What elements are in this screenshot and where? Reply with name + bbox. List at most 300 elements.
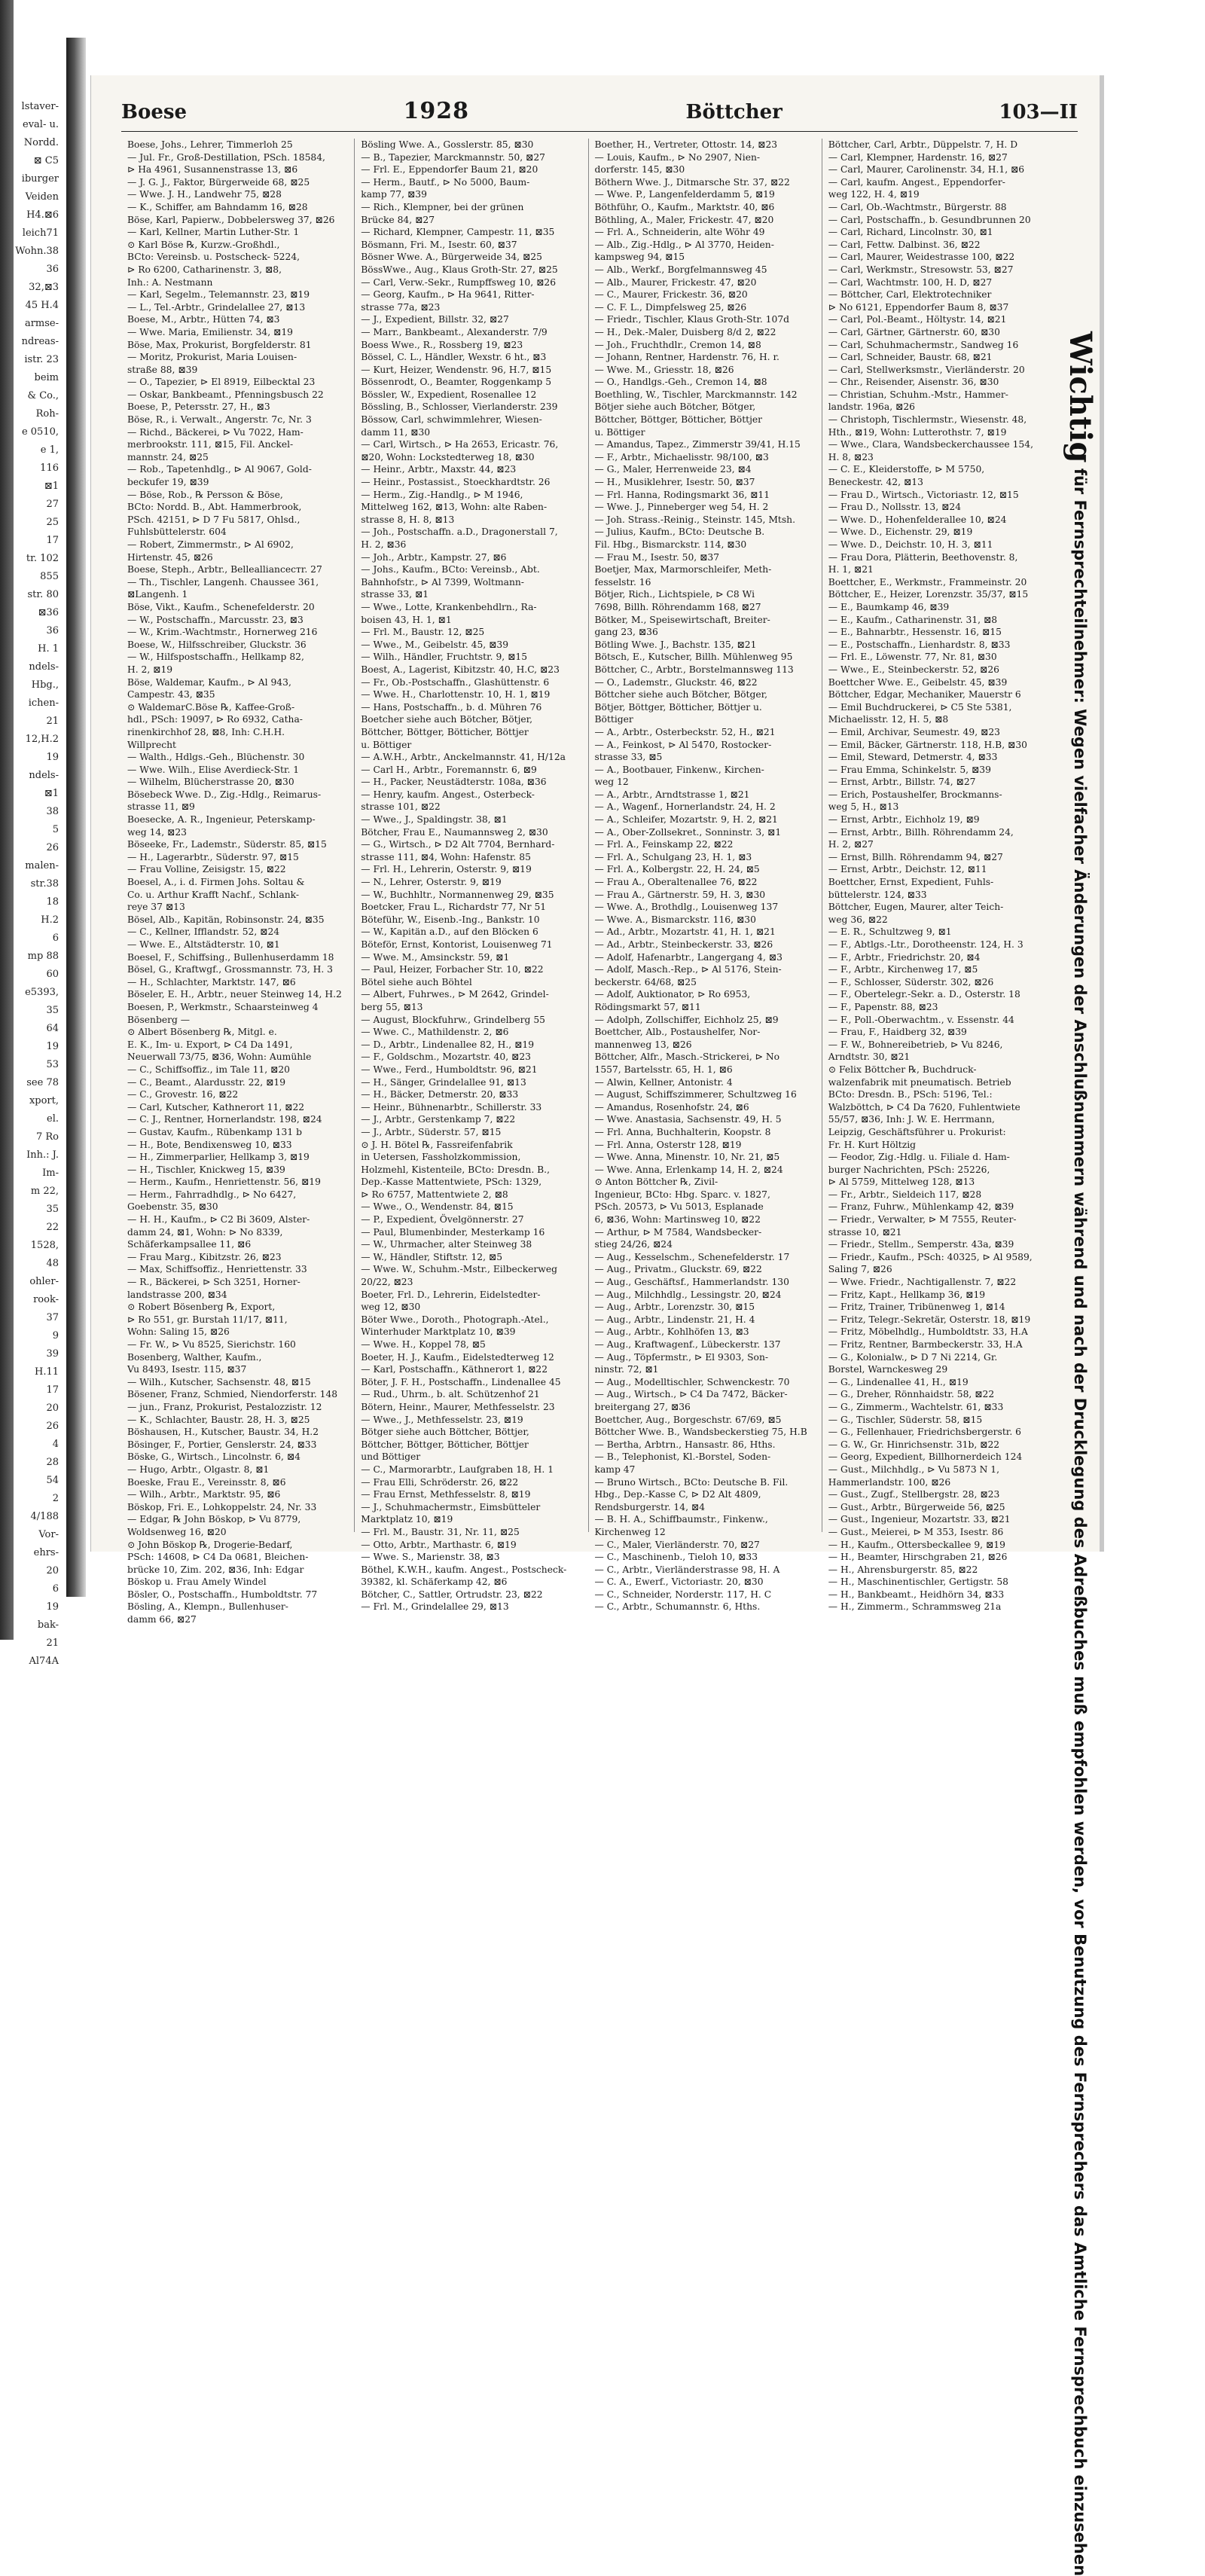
directory-entry: Böshausen, H., Kutscher, Baustr. 34, H.2	[127, 1427, 319, 1438]
directory-entry: Boesel, A., i. d. Firmen Johs. Soltau &	[127, 877, 305, 888]
directory-entry: Fil. Hbg., Bismarckstr. 114, ⊠30	[594, 539, 747, 550]
directory-entry: Boesen, P., Werkmstr., Schaarsteinweg 4	[127, 1001, 319, 1012]
directory-entry: kampsweg 94, ⊠15	[594, 252, 685, 263]
directory-entry: — J. G. J., Faktor, Bürgerweide 68, ⊠25	[127, 176, 310, 188]
directory-entry: — Paul, Blumenbinder, Mesterkamp 16	[361, 1226, 545, 1238]
directory-entry: — Wwe., O., Wendenstr. 84, ⊠15	[361, 1201, 514, 1213]
directory-entry: — W., Hilfspostschaffn., Hellkamp 82,	[127, 652, 304, 663]
directory-entry: BössWwe., Aug., Klaus Groth-Str. 27, ⊠25	[361, 264, 558, 275]
directory-entry: strasse 8, H. 8, ⊠13	[361, 514, 455, 525]
directory-entry: fesselstr. 16	[594, 576, 651, 588]
directory-entry: — Frau D., Wirtsch., Victoriastr. 12, ⊠15	[828, 489, 1019, 500]
directory-entry: Böthern Wwe. J., Ditmarsche Str. 37, ⊠22	[594, 176, 790, 188]
directory-entry: büttelerstr. 124, ⊠33	[828, 889, 927, 900]
header-year: 1928	[403, 98, 470, 124]
directory-entry: — Wwe. Anna, Minenstr. 10, Nr. 21, ⊠5	[594, 1152, 780, 1163]
directory-entry: Bötker, M., Speisewirtschaft, Breiter-	[594, 614, 770, 625]
directory-entry: — O., Tapezier, ⊳ El 8919, Eilbecktal 23	[127, 377, 316, 388]
directory-entry: — Frl. E., Löwenstr. 77, Nr. 81, ⊠30	[828, 652, 997, 663]
directory-entry: — Arthur, ⊳ M 7584, Wandsbecker-	[594, 1226, 762, 1238]
directory-entry: — H., Maschinentischler, Gertigstr. 58	[828, 1576, 1009, 1588]
margin-fragment: 48	[46, 1258, 59, 1269]
directory-entry: Böttcher, Böttger, Bötticher, Böttjer	[594, 414, 763, 426]
directory-entry: Rendsburgerstr. 14, ⊠4	[594, 1501, 706, 1512]
directory-entry: — Fr., Ob.-Postschaffn., Glashüttenstr. 6	[361, 676, 550, 688]
directory-entry: — H., Packer, Neustädterstr. 108a, ⊠36	[361, 777, 547, 788]
directory-entry: — Otto, Arbtr., Marthastr. 6, ⊠19	[361, 1539, 517, 1550]
directory-entry: — H. H., Kaufm., ⊳ C2 Bi 3609, Alster-	[127, 1214, 310, 1225]
directory-entry: — A., Schleifer, Mozartstr. 9, H. 2, ⊠21	[594, 814, 778, 826]
directory-entry: Böter Wwe., Doroth., Photograph.-Atel.,	[361, 1314, 549, 1325]
directory-entry: Bösenberg —	[127, 1014, 191, 1025]
directory-entry: — H., Sänger, Grindelallee 91, ⊠13	[361, 1076, 526, 1088]
directory-entry: — O., Lademstr., Gluckstr. 46, ⊠22	[594, 676, 758, 688]
directory-entry: Boese, Steph., Arbtr., Belleallianceстr. 27	[127, 564, 322, 575]
margin-fragment: ichen-	[28, 697, 59, 709]
directory-entry: PSch. 42151, ⊳ D 7 Fu 5817, Ohlsd.,	[127, 514, 300, 525]
directory-entry: Holzmehl, Kistenteile, BCto: Dresdn. B.,	[361, 1164, 551, 1175]
margin-fragment: H. 1	[38, 643, 59, 655]
directory-entry: — Joh., Arbtr., Kampstr. 27, ⊠6	[361, 551, 507, 563]
directory-entry: Böteför, Ernst, Kontorist, Louisenweg 71	[361, 939, 553, 950]
directory-entry: — Emil, Archivar, Seumestr. 49, ⊠23	[828, 726, 1000, 737]
directory-entry: — Alb., Werkf., Borgfelmannsweg 45	[594, 264, 767, 275]
margin-fragment: 25	[46, 517, 59, 528]
margin-fragment: leich71	[22, 227, 59, 239]
directory-entry: — C., Marmorarbtr., Laufgraben 18, H. 1	[361, 1463, 554, 1475]
directory-entry: ⊙ Robert Bösenberg ℞, Export,	[127, 1302, 276, 1313]
header-last-name: Böttcher	[685, 101, 782, 124]
directory-entry: berg 55, ⊠13	[361, 1001, 423, 1012]
directory-entry: — Gust., Meierei, ⊳ M 353, Isestr. 86	[828, 1526, 1004, 1537]
margin-fragment: 17	[46, 535, 59, 546]
directory-entry: merbrookstr. 111, ⊠15, Fil. Anckel-	[127, 439, 294, 450]
directory-entry: Bötjer, Böttger, Bötticher, Böttjer u.	[594, 701, 762, 713]
margin-fragment: 7 Ro	[35, 1131, 59, 1143]
directory-entry: Boethling, W., Tischler, Marckmannstr. 142	[594, 389, 798, 400]
directory-entry: — Frl. Anna, Buchhalterin, Koopstr. 8	[594, 1126, 771, 1137]
margin-fragment: e 1,	[40, 444, 59, 456]
directory-entry: Böttcher Wwe. B., Wandsbeckerstieg 75, H.B	[594, 1427, 807, 1438]
margin-fragment: 19	[46, 1601, 59, 1613]
directory-entry: — Wilh., Arbtr., Marktstr. 95, ⊠6	[127, 1489, 281, 1500]
directory-entry: — Böse, Rob., ℞ Persson & Böse,	[127, 489, 283, 500]
directory-entry: — Frl. A., Schneiderin, alte Wöhr 49	[594, 227, 765, 238]
directory-entry: — Aug., Töpfermstr., ⊳ El 9303, Son-	[594, 1351, 769, 1363]
directory-entry: — A.W.H., Arbtr., Anckelmannstr. 41, H/12a	[361, 752, 566, 763]
directory-entry: Bötern, Heinr., Maurer, Methfesselstr. 23	[361, 1401, 555, 1412]
directory-entry: strasse 111, ⊠4, Wohn: Hafenstr. 85	[361, 851, 531, 862]
directory-entry: — G., Wirtsch., ⊳ D2 Alt 7704, Bernhard-	[361, 839, 555, 850]
directory-entry: — Wwe. H., Koppel 78, ⊠5	[361, 1339, 486, 1350]
directory-entry: — G., Tischler, Süderstr. 58, ⊠15	[828, 1414, 983, 1425]
directory-entry: — Wwe. C., Mathildenstr. 2, ⊠6	[361, 1027, 509, 1038]
directory-entry: — Adolf, Auktionator, ⊳ Ro 6953,	[594, 989, 751, 1000]
directory-entry: 7698, Billh. Röhrendamm 168, ⊠27	[594, 601, 761, 612]
directory-entry: — Carl, Werkmstr., Stresowstr. 53, ⊠27	[828, 264, 1014, 275]
directory-entry: — Fritz, Telegr.-Sekretär, Osterstr. 18, ⊠19	[828, 1314, 1031, 1325]
previous-page-margin	[0, 98, 62, 1667]
margin-fragment: 27	[46, 499, 59, 510]
directory-entry: ⊳ Ro 6200, Catharinenstr. 3, ⊠8,	[127, 264, 282, 275]
margin-fragment: 18	[46, 896, 59, 908]
directory-entry: Böse, R., i. Verwalt., Angerstr. 7c, Nr. 3	[127, 414, 312, 426]
directory-entry: in Uetersen, Fassholzkommission,	[361, 1152, 521, 1163]
directory-entry: — Carl, Kutscher, Kathnerort 11, ⊠22	[127, 1101, 305, 1113]
directory-entry: — W., Buchhltr., Normannenweg 29, ⊠35	[361, 889, 554, 900]
directory-entry: — Aug., Arbtr., Lindenstr. 21, H. 4	[594, 1314, 755, 1325]
margin-fragment: 45 H.4	[25, 300, 59, 311]
directory-entry: — jun., Franz, Prokurist, Pestalozzistr. 12	[127, 1401, 322, 1412]
directory-entry: ⊳ Ro 551, gr. Burstah 11/17, ⊠11,	[127, 1314, 288, 1325]
directory-entry: u. Böttiger	[361, 739, 412, 750]
directory-entry: 6, ⊠36, Wohn: Martinsweg 10, ⊠22	[594, 1214, 761, 1225]
directory-entry: weg 12, ⊠30	[361, 1302, 421, 1313]
directory-entry: — Frau A., Oberaltenallee 76, ⊠22	[594, 877, 758, 888]
directory-entry: — Wwe. Wilh., Elise Averdieck-Str. 1	[127, 764, 300, 775]
directory-entry: damm 11, ⊠30	[361, 426, 431, 438]
directory-entry: — Joh. Strass.-Reinig., Steinstr. 145, Mtsh.	[594, 514, 796, 525]
directory-entry: — Paul, Heizer, Forbacher Str. 10, ⊠22	[361, 964, 544, 975]
directory-entry: — Wwe. D., Deichstr. 10, H. 3, ⊠11	[828, 539, 993, 550]
directory-entry: — E., Bahnarbtr., Hessenstr. 16, ⊠15	[828, 627, 1002, 638]
directory-entry: — Wwe. W., Schuhm.-Mstr., Eilbeckerweg	[361, 1264, 557, 1275]
directory-entry: — H., Zimmerparlier, Hellkamp 3, ⊠19	[127, 1152, 310, 1163]
directory-entry: — Julius, Kaufm., BCto: Deutsche B.	[594, 526, 765, 538]
directory-entry: — F., Schlosser, Süderstr. 302, ⊠26	[828, 976, 994, 987]
directory-entry: weg 5, H., ⊠13	[828, 801, 899, 813]
margin-fragment: 64	[46, 1023, 59, 1034]
directory-entry: — Bruno Wirtsch., BCto: Deutsche B. Fil.	[594, 1476, 789, 1488]
directory-entry: — Ernst, Arbtr., Billh. Röhrendamm 24,	[828, 826, 1014, 838]
directory-entry: — H., Tischler, Knickweg 15, ⊠39	[127, 1164, 285, 1175]
directory-entry: — H., Musiklehrer, Isestr. 50, ⊠37	[594, 477, 755, 488]
directory-entry: — Carl, Wachtmstr. 100, H. D, ⊠27	[828, 276, 993, 288]
directory-entry: — Wilh., Kutscher, Sachsenstr. 48, ⊠15	[127, 1376, 311, 1387]
directory-entry: BCto: Dresdn. B., PSch: 5196, Tel.:	[828, 1089, 993, 1100]
margin-fragment: 26	[46, 1421, 59, 1432]
margin-fragment: ndels-	[29, 770, 59, 781]
directory-entry: Böttcher, Edgar, Mechaniker, Mauerstr 6	[828, 689, 1021, 700]
directory-entry: — Aug., Arbtr., Lorenzstr. 30, ⊠15	[594, 1302, 755, 1313]
directory-entry: ⊙ Anton Böttcher ℞, Zivil-	[594, 1177, 718, 1188]
margin-fragment: 38	[46, 806, 59, 817]
directory-entry: — W., Postschaffn., Marcusstr. 23, ⊠3	[127, 614, 304, 625]
directory-entry: Boettcher Wwe. E., Geibelstr. 45, ⊠39	[828, 676, 1008, 688]
margin-fragment: Im-	[42, 1167, 59, 1179]
directory-entry: — Frl. M., Baustr. 31, Nr. 11, ⊠25	[361, 1526, 520, 1537]
margin-fragment: ⊠36	[38, 607, 59, 618]
directory-entry: — Georg, Expedient, Billhornerdeich 124	[828, 1451, 1023, 1463]
directory-entry: Bössow, Carl, schwimmlehrer, Wiesen-	[361, 414, 542, 426]
margin-fragment: 6	[52, 932, 59, 944]
directory-entry: Bössler, W., Expedient, Rosenallee 12	[361, 389, 537, 400]
directory-entry: — Carl, Verw.-Sekr., Rumpffsweg 10, ⊠26	[361, 276, 557, 288]
directory-entry: — Frau Marg., Kibitzstr. 26, ⊠23	[127, 1251, 282, 1262]
directory-entry: — J., Schuhmachermstr., Eimsbütteler	[361, 1501, 541, 1512]
directory-entry: Bötger siehe auch Böttcher, Böttjer,	[361, 1427, 529, 1438]
directory-entry: — Aug., Modelltischler, Schwenckestr. 70	[594, 1376, 790, 1387]
directory-entry: Walzböttch, ⊳ C4 Da 7620, Fuhlentwiete	[828, 1101, 1020, 1113]
directory-entry: Böttiger	[594, 714, 633, 725]
directory-entry: Bösling, A., Klempn., Bullenhuser-	[127, 1601, 288, 1613]
directory-entry: — F., Abtlgs.-Ltr., Dorotheenstr. 124, H. 3	[828, 939, 1023, 950]
directory-entry: Böttcher, E., Heizer, Lorenzstr. 35/37, ⊠15	[828, 589, 1029, 600]
directory-entry: Mittelweg 162, ⊠13, Wohn: alte Raben-	[361, 502, 548, 513]
margin-fragment: & Co.,	[27, 390, 59, 401]
directory-entry: — Wwe., Clara, Wandsbeckerchaussee 154,	[828, 439, 1033, 450]
directory-entry: — Friedr., Tischler, Klaus Groth-Str. 107d	[594, 314, 790, 325]
directory-entry: Winterhuder Marktplatz 10, ⊠39	[361, 1326, 516, 1338]
header-first-name: Boese	[121, 101, 188, 124]
directory-entry: Böthel, K.W.H., kaufm. Angest., Postscheck-	[361, 1564, 567, 1575]
margin-fragment: m 22,	[30, 1186, 59, 1197]
margin-fragment: 21	[46, 716, 59, 727]
directory-entry: — F., Arbtr., Friedrichstr. 20, ⊠4	[828, 951, 981, 963]
directory-entry: burger Nachrichten, PSch: 25226,	[828, 1164, 990, 1175]
directory-entry: Borstel, Warnckesweg 29	[828, 1364, 948, 1375]
directory-entry: — F. W., Bohnereibetrieb, ⊳ Vu 8246,	[828, 1039, 1003, 1050]
directory-entry: Bösler, O., Postschaffn., Humboldtstr. 77	[127, 1589, 318, 1600]
directory-entry: 39382, kl. Schäferkamp 42, ⊠6	[361, 1576, 508, 1588]
directory-entry: — Aug., Milchhdlg., Lessingstr. 20, ⊠24	[594, 1289, 782, 1300]
directory-entry: Böteführ, W., Eisenb.-Ing., Bankstr. 10	[361, 914, 540, 925]
directory-entry: Boese, P., Petersstr. 27, H., ⊠3	[127, 401, 270, 413]
directory-entry: — Frau M., Isestr. 50, ⊠37	[594, 551, 720, 563]
directory-entry: — Feodor, Zig.-Hdlg. u. Filiale d. Ham-	[828, 1152, 1010, 1163]
directory-entry: BCto: Vereinsb. u. Postscheck- 5224,	[127, 252, 300, 263]
directory-entry: — Wwe. J. H., Landwehr 75, ⊠28	[127, 189, 282, 200]
directory-entry: brücke 10, Zim. 202, ⊠36, Inh: Edgar	[127, 1564, 304, 1575]
directory-entry: — Aug., Kraftwagenf., Lübeckerstr. 137	[594, 1339, 781, 1350]
margin-fragment: istr. 23	[24, 354, 59, 365]
directory-entry: — Wwe. M., Griesstr. 18, ⊠26	[594, 364, 734, 375]
directory-entry: Bösel, G., Kraftwgf., Grossmannstr. 73, H. 3	[127, 964, 333, 975]
directory-entry: — P., Expedient, Övelgönnerstr. 27	[361, 1214, 524, 1225]
directory-entry: — Joh., Fruchthdlr., Cremon 14, ⊠8	[594, 339, 761, 350]
directory-entry: Boest, A., Lagerist, Kibitzstr. 40, H.C, ⊠23	[361, 664, 560, 675]
margin-fragment: 9	[52, 1330, 59, 1341]
margin-fragment: ndreas-	[21, 336, 59, 347]
directory-entry: — Frau Emma, Schinkelstr. 5, ⊠39	[828, 764, 991, 775]
directory-entry: Böskop u. Frau Amely Windel	[127, 1576, 267, 1588]
directory-entry: — Carl, Maurer, Carolinenstr. 34, H.1, ⊠6	[828, 164, 1025, 175]
directory-entry: H. 2, ⊠27	[828, 839, 874, 850]
directory-entry: — Böttcher, Carl, Elektrotechniker	[828, 289, 992, 301]
directory-entry: — Wwe., E., Steinbeckerstr. 52, ⊠26	[828, 664, 999, 675]
margin-fragment: 37	[46, 1312, 59, 1323]
directory-entry: — Oskar, Bankbeamt., Pfenningsbusch 22	[127, 389, 324, 400]
margin-fragment: Wohn.38	[15, 246, 59, 257]
directory-entry: — Frl. A., Feinskamp 22, ⊠22	[594, 839, 734, 850]
directory-entry: — W., Kapitän a.D., auf den Blöcken 6	[361, 926, 538, 938]
margin-fragment: 36	[46, 625, 59, 636]
directory-entry: — Aug., Arbtr., Kohlhöfen 13, ⊠3	[594, 1326, 749, 1338]
margin-fragment: 53	[46, 1059, 59, 1070]
directory-entry: — C., Beamt., Alardusstr. 22, ⊠19	[127, 1076, 286, 1088]
directory-entry: Hth., ⊠19, Wohn: Lutterothstr. 7, ⊠19	[828, 426, 1007, 438]
directory-entry: — Kurt, Heizer, Wendenstr. 96, H.7, ⊠15	[361, 364, 552, 375]
directory-entry: — Louis, Kaufm., ⊳ No 2907, Nien-	[594, 151, 761, 163]
margin-fragment: e 0510,	[21, 426, 59, 438]
directory-entry: ⊙ J. H. Bötel ℞, Fassreifenfabrik	[361, 1139, 513, 1150]
directory-entry: — Frau Elli, Schröderstr. 26, ⊠22	[361, 1476, 519, 1488]
directory-entry: — Emil, Steward, Detmerstr. 4, ⊠33	[828, 752, 998, 763]
directory-entry: — Friedr., Stellm., Semperstr. 43a, ⊠39	[828, 1239, 1014, 1250]
directory-entry: — C. A., Ewerf., Victoriastr. 20, ⊠30	[594, 1576, 764, 1588]
margin-fragment: 39	[46, 1348, 59, 1360]
directory-entry: — Wwe., M., Geibelstr. 45, ⊠39	[361, 639, 509, 650]
directory-entry: — Joh., Postschaffn. a.D., Dragonerstall 7,	[361, 526, 558, 538]
margin-fragment: 5	[52, 824, 59, 835]
directory-entry: — Adolf, Hafenarbtr., Langergang 4, ⊠3	[594, 951, 782, 963]
directory-entry: Boetcher siehe auch Bötcher, Bötjer,	[361, 714, 533, 725]
directory-entry: — C., Kellner, Ifflandstr. 52, ⊠24	[127, 926, 280, 938]
margin-fragment: ehrs-	[33, 1547, 59, 1558]
directory-entry: walzenfabrik mit pneumatisch. Betrieb	[828, 1076, 1011, 1088]
directory-entry: Boettcher, Ernst, Expedient, Fuhls-	[828, 877, 994, 888]
directory-entry: Bössel, C. L., Händler, Wexstr. 6 ht., ⊠3	[361, 352, 547, 363]
column-2	[355, 139, 588, 1613]
directory-entry: — H., Zimmerm., Schrammsweg 21a	[828, 1601, 1002, 1613]
directory-entry: — Hugo, Arbtr., Olgastr. 8, ⊠1	[127, 1463, 270, 1475]
directory-entry: — G. W., Gr. Hinrichsenstr. 31b, ⊠22	[828, 1439, 1000, 1450]
directory-entry: ⊙ WaldemarC.Böse ℞, Kaffee-Groß-	[127, 701, 295, 713]
directory-entry: — A., Ober-Zollsekret., Sonninstr. 3, ⊠1	[594, 826, 782, 838]
margin-fragment: 116	[40, 462, 59, 474]
directory-entry: Bahnhofstr., ⊳ Al 7399, Woltmann-	[361, 576, 524, 588]
directory-entry: — C. J., Rentner, Hornerlandstr. 198, ⊠24	[127, 1114, 322, 1125]
directory-entry: weg 122, H. 4, ⊠19	[828, 189, 920, 200]
directory-entry: — G., Lindenallee 41, H., ⊠19	[828, 1376, 969, 1387]
directory-entry: — Carl, Schuhmachermstr., Sandweg 16	[828, 339, 1019, 350]
directory-entry: Boesel, F., Schiffsing., Bullenhuserdamm 18	[127, 951, 334, 963]
directory-entry: Beneckestr. 42, ⊠13	[828, 477, 923, 488]
directory-entry: — Jul. Fr., Groß-Destillation, PSch. 18584,	[127, 151, 325, 163]
directory-entry: Campestr. 43, ⊠35	[127, 689, 215, 700]
directory-entry: — C., Maler, Vierländerstr. 70, ⊠27	[594, 1539, 760, 1550]
directory-entry: — Max, Schiffsoffiz., Henriettenstr. 33	[127, 1264, 307, 1275]
margin-fragment: str. 80	[27, 589, 59, 600]
directory-entry: Boeter, H. J., Kaufm., Eidelstedterweg 12	[361, 1351, 554, 1363]
directory-entry: strasse 77a, ⊠23	[361, 301, 441, 313]
directory-entry: — Richard, Klempner, Campestr. 11, ⊠35	[361, 227, 555, 238]
directory-entry: — Frau Ernst, Methfesselstr. 8, ⊠19	[361, 1489, 531, 1500]
directory-entry: straße 88, ⊠39	[127, 364, 198, 375]
margin-fragment: see 78	[26, 1077, 59, 1088]
directory-entry: weg 36, ⊠22	[828, 914, 888, 925]
margin-fragment: str.38	[30, 878, 59, 890]
directory-entry: — Alwin, Kellner, Antonistr. 4	[594, 1076, 733, 1088]
directory-entry: — Carl, kaufm. Angest., Eppendorfer-	[828, 176, 1005, 188]
directory-entry: ⊙ Albert Bösenberg ℞, Mitgl. e.	[127, 1027, 277, 1038]
directory-entry: ⊳ Al 5759, Mittelweg 128, ⊠13	[828, 1177, 975, 1188]
directory-entry: — Carl, Fettw. Dalbinst. 36, ⊠22	[828, 239, 981, 250]
directory-entry: Böske, G., Wirtsch., Lincolnstr. 6, ⊠4	[127, 1451, 300, 1463]
directory-entry: — Carl, Wirtsch., ⊳ Ha 2653, Ericastr. 76,	[361, 439, 559, 450]
directory-entry: — Carl, Postschaffn., b. Gesundbrunnen 20	[828, 214, 1031, 225]
directory-entry: strasse 33, ⊠1	[361, 589, 429, 600]
directory-entry: — Wwe. P., Langenfelderdamm 5, ⊠19	[594, 189, 775, 200]
directory-entry: — Christian, Schuhm.-Mstr., Hammer-	[828, 389, 1008, 400]
margin-fragment: 12,H.2	[25, 734, 59, 745]
directory-entry: — Rud., Uhrm., b. alt. Schützenhof 21	[361, 1389, 540, 1400]
directory-entry: Böse, Max, Prokurist, Borgfelderstr. 81	[127, 339, 312, 350]
directory-entry: Böttcher, Carl, Arbtr., Düppelstr. 7, H. D	[828, 139, 1018, 150]
margin-fragment: 26	[46, 842, 59, 853]
directory-entry: Wohn: Saling 15, ⊠26	[127, 1326, 230, 1338]
directory-entry: — Walth., Hdlgs.-Geh., Blüchenstr. 30	[127, 752, 305, 763]
directory-entry: Bössling, B., Schlosser, Vierlanderstr. 239	[361, 401, 558, 413]
directory-entry: — August, Blockfuhrw., Grindelberg 55	[361, 1014, 545, 1025]
column-4	[822, 139, 1055, 1613]
directory-entry: — Karl, Postschaffn., Käthnerort 1, ⊠22	[361, 1364, 548, 1375]
directory-entry: — Wwe. Anastasia, Sachsenstr. 49, H. 5	[594, 1114, 782, 1125]
directory-entry: Boettcher, E., Werkmstr., Frammeinstr. 20	[828, 576, 1027, 588]
directory-entry: — Carl, Pol.-Beamt., Höltystr. 14, ⊠21	[828, 314, 1007, 325]
directory-entry: — W., Krim.-Wachtmstr., Hornerweg 216	[127, 627, 318, 638]
margin-fragment: xport,	[29, 1095, 59, 1106]
margin-fragment: ohler-	[29, 1276, 59, 1287]
directory-entry: — F., Goldschm., Mozartstr. 40, ⊠23	[361, 1051, 531, 1063]
directory-entry: Bösel, Alb., Kapitän, Robinsonstr. 24, ⊠35	[127, 914, 325, 925]
directory-entry: — Wwe. M., Amsinckstr. 59, ⊠1	[361, 951, 510, 963]
directory-entry: Boetcker, Frau L., Richardstr 77, Nr 51	[361, 902, 547, 913]
directory-entry: — Amandus, Tapez., Zimmerstr 39/41, H.15	[594, 439, 801, 450]
margin-fragment: 22	[46, 1222, 59, 1233]
directory-entry: Bötsch, E., Kutscher, Billh. Mühlenweg 95	[594, 652, 793, 663]
directory-entry: Böseeke, Fr., Lademstr., Süderstr. 85, ⊠15	[127, 839, 327, 850]
directory-entry: — Ernst, Arbtr., Eichholz 19, ⊠9	[828, 814, 980, 826]
margin-fragment: 1528,	[30, 1240, 59, 1251]
page-number: 103—II	[999, 101, 1078, 124]
directory-entry: hdl., PSch: 19097, ⊳ Ro 6932, Catha-	[127, 714, 303, 725]
directory-entry: H. 8, ⊠23	[828, 451, 874, 462]
directory-entry: — E. R., Schultzweg 9, ⊠1	[828, 926, 952, 938]
directory-entry: — A., Arbtr., Osterbeckstr. 52, H., ⊠21	[594, 726, 776, 737]
directory-entry: — A., Feinkost, ⊳ Al 5470, Rostocker-	[594, 739, 772, 750]
directory-entry: Bötling Wwe. J., Bachstr. 135, ⊠21	[594, 639, 757, 650]
directory-entry: — Bertha, Arbtrn., Hansastr. 86, Hths.	[594, 1439, 776, 1450]
margin-fragment: tr. 102	[26, 553, 59, 564]
margin-fragment: H.11	[34, 1366, 59, 1378]
directory-entry: Bötjer siehe auch Bötcher, Bötger,	[594, 401, 756, 413]
directory-entry: — C., Schneider, Norderstr. 117, H. C	[594, 1589, 772, 1600]
directory-entry: Ingenieur, BCto: Hbg. Sparc. v. 1827,	[594, 1189, 770, 1200]
directory-entry: Hirtenstr. 45, ⊠26	[127, 551, 213, 563]
directory-entry: ⊙ Karl Böse ℞, Kurzw.-Großhdl.,	[127, 239, 280, 250]
directory-entry: — H., Ahrensburgerstr. 85, ⊠22	[828, 1564, 978, 1575]
directory-entry: — Henry, kaufm. Angest., Osterbeck-	[361, 789, 535, 800]
margin-fragment: iburger	[21, 173, 59, 185]
directory-entry: — Adolf, Masch.-Rep., ⊳ Al 5176, Stein-	[594, 964, 782, 975]
directory-entry: — Johann, Rentner, Hardenstr. 76, H. r.	[594, 352, 779, 363]
margin-fragment: armse-	[24, 318, 59, 329]
directory-entry: — F., Arbtr., Michaelisstr. 98/100, ⊠3	[594, 451, 769, 462]
directory-entry: — Emil, Bäcker, Gärtnerstr. 118, H.B, ⊠30	[828, 739, 1027, 750]
directory-entry: gang 23, ⊠36	[594, 627, 658, 638]
directory-entry: — Fritz, Rentner, Barmbeckerstr. 33, H.A	[828, 1339, 1023, 1350]
directory-entry: — Wwe. E., Altstädterstr. 10, ⊠1	[127, 939, 280, 950]
directory-entry: — H., Schlachter, Marktstr. 147, ⊠6	[127, 976, 296, 987]
directory-entry: Boether, H., Vertreter, Ottostr. 14, ⊠23	[594, 139, 778, 150]
directory-entry: Dep.-Kasse Mattentwiete, PSch: 1329,	[361, 1177, 542, 1188]
directory-entry: — Aug., Geschäftsf., Hammerlandstr. 130	[594, 1277, 789, 1288]
directory-entry: — G., Kolonialw., ⊳ D 7 Ni 2214, Gr.	[828, 1351, 998, 1363]
directory-entry: — G., Zimmerm., Wachtelstr. 61, ⊠33	[828, 1401, 1004, 1412]
directory-entry: — A., Bootbauer, Finkenw., Kirchen-	[594, 764, 764, 775]
directory-entry: H. 1, ⊠21	[828, 564, 874, 575]
